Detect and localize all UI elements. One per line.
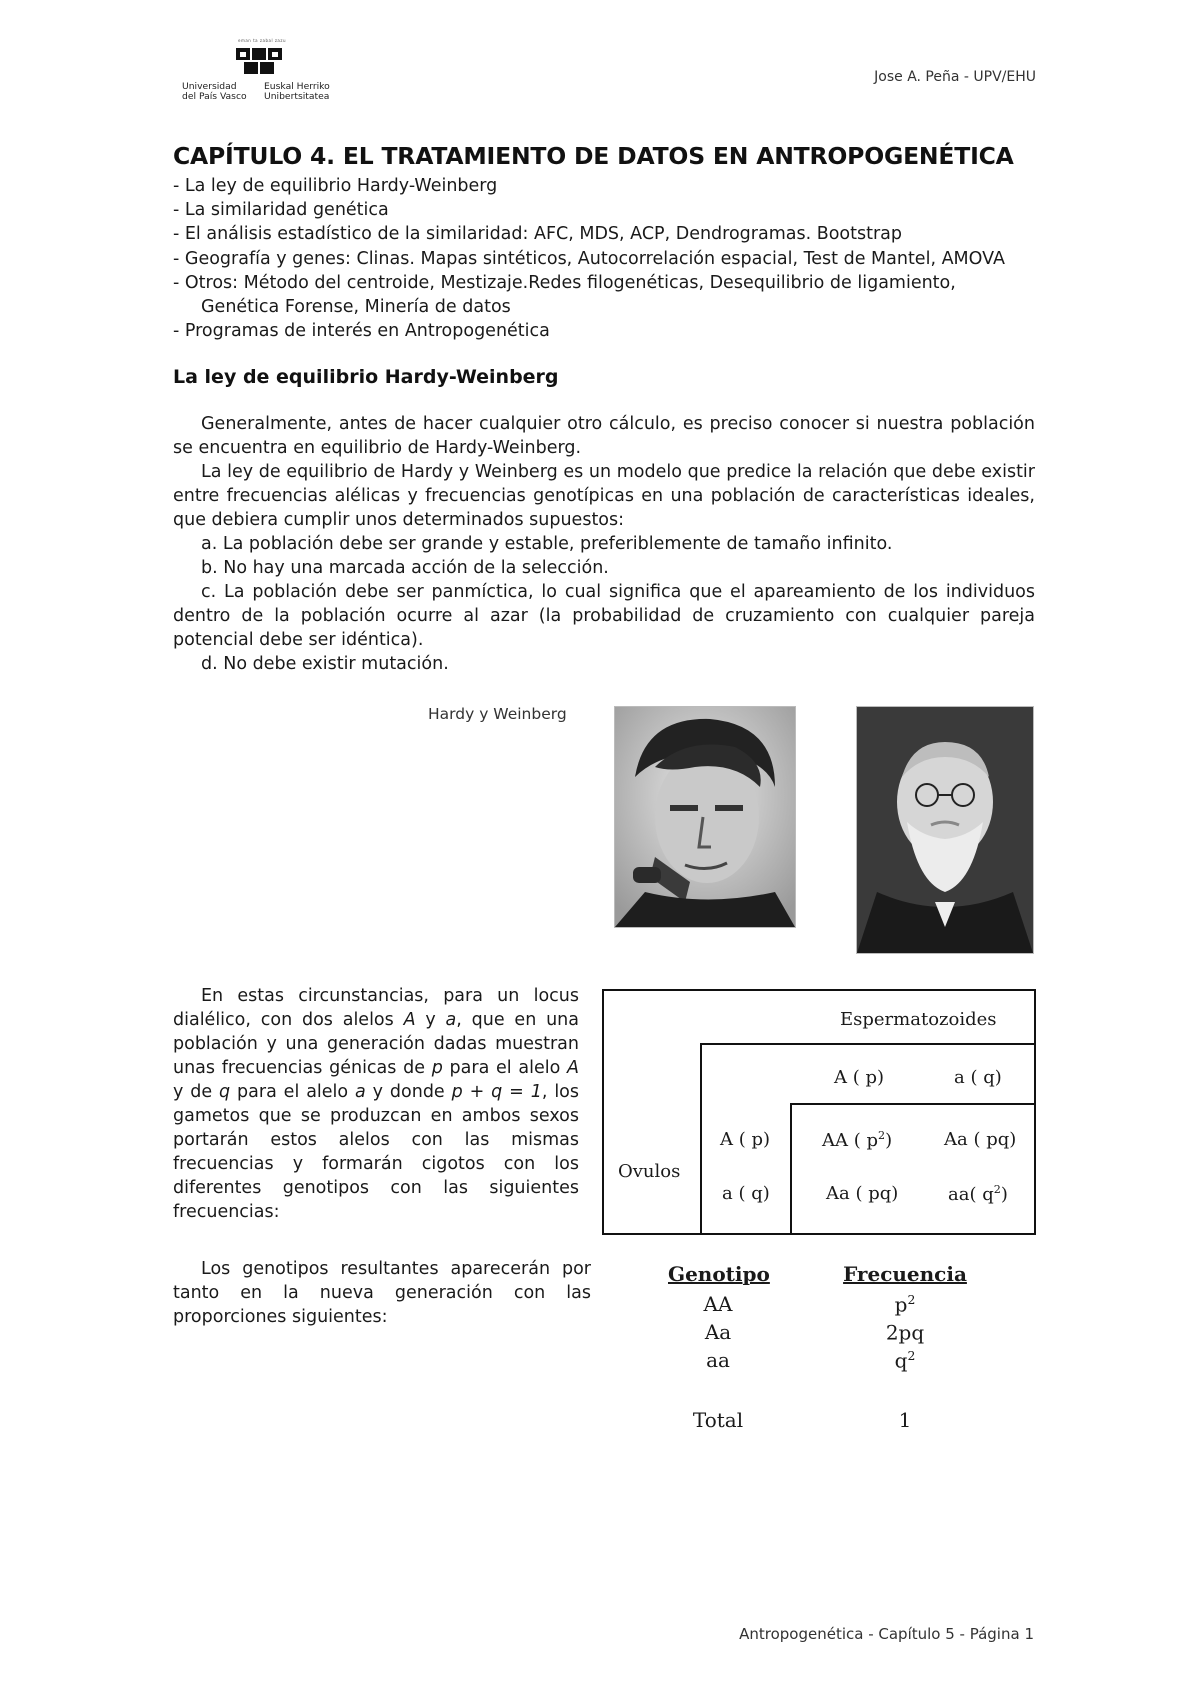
logo-tagline: eman ta zabal zazu	[238, 38, 287, 43]
genotype-cell: AA	[703, 1292, 733, 1316]
col-header-a: a ( q)	[954, 1067, 1002, 1088]
frequency-cell: 2pq	[885, 1320, 925, 1345]
header-espermatozoides: Espermatozoides	[840, 1009, 997, 1030]
header-genotipo: Genotipo	[668, 1262, 770, 1286]
toc-item: - Otros: Método del centroide, Mestizaje.Redes filogenéticas, Desequilibrio de ligamiento,	[173, 272, 956, 293]
photo-caption: Hardy y Weinberg	[428, 705, 567, 723]
logo-text-basque: Euskal Herriko Unibertsitatea	[264, 81, 330, 102]
section-title: La ley de equilibrio Hardy-Weinberg	[173, 366, 559, 388]
hardy-portrait	[614, 706, 796, 928]
header-ovulos: Ovulos	[618, 1161, 681, 1182]
toc-item: - El análisis estadístico de la similaridad: AFC, MDS, ACP, Dendrogramas. Bootstrap	[173, 224, 903, 245]
frequency-cell: $q^2$	[894, 1348, 916, 1373]
row-header-a: a ( q)	[722, 1183, 770, 1204]
section-body	[173, 412, 1035, 676]
toc-item: - La similaridad genética	[173, 200, 389, 221]
weinberg-portrait	[856, 706, 1034, 954]
toc-item: - Programas de interés en Antropogenética	[173, 321, 550, 342]
genotype-cell: aa	[706, 1348, 730, 1372]
assumption-c: c. La población debe ser panmíctica, lo cual significa que el apareamiento de los individuos dentro de la población ocurre al azar (la probabilidad de cruzamiento con cualquier pareja potencial debe ser idéntica).	[173, 582, 1035, 650]
assumption-b: b. No hay una marcada acción de la selección.	[201, 558, 609, 578]
paragraph-resulting-genotypes: Los genotipos resultantes aparecerán por tanto en la nueva generación con las proporciones siguientes:	[173, 1259, 591, 1327]
genotype-cell: Aa	[704, 1320, 732, 1344]
toc-item: - La ley de equilibrio Hardy-Weinberg	[173, 176, 498, 196]
chapter-contents	[173, 174, 1005, 343]
total-label: Total	[692, 1408, 744, 1432]
assumption-d: d. No debe existir mutación.	[201, 654, 449, 674]
paragraph: La ley de equilibrio de Hardy y Weinberg es un modelo que predice la relación que debe existir entre frecuencias alélicas y frecuencias genotípicas en una población de características ideales, que debiera cumplir unos determinados supuestos:	[173, 462, 1035, 530]
university-logo	[178, 38, 338, 108]
paragraph: Generalmente, antes de hacer cualquier otro cálculo, es preciso conocer si nuestra población se encuentra en equilibrio de Hardy-Weinberg.	[173, 414, 1035, 458]
total-value: 1	[898, 1408, 912, 1432]
cell-AA: AA ( $p^2$)	[822, 1129, 893, 1151]
paragraph-dialelic: En estas circunstancias, para un locus dialélico, con dos alelos A y a, que en una población y una generación dadas muestran unas frecuencias génicas de p para el alelo A y de q para el alelo a y donde p + q = 1, los gametos que se produzcan en ambos sexos portarán estos alelos con las mismas frecuencias y formarán cigotos con los diferentes genotipos con las siguientes frecuencias:	[173, 986, 580, 1222]
cell-aa: aa( $q^2$)	[948, 1183, 1008, 1205]
frequency-cell: $p^2$	[894, 1292, 916, 1317]
cell-Aa-top: Aa ( pq)	[944, 1129, 1017, 1150]
assumption-a: a. La población debe ser grande y estable, preferiblemente de tamaño infinito.	[201, 534, 893, 554]
punnett-square	[602, 989, 1036, 1235]
header-frecuencia: Frecuencia	[843, 1262, 967, 1286]
row-header-A: A ( p)	[720, 1129, 771, 1150]
toc-item-continuation: Genética Forense, Minería de datos	[201, 297, 511, 318]
logo-text-spanish: Universidad del País Vasco	[182, 81, 247, 102]
author-header: Jose A. Peña - UPV/EHU	[874, 69, 1036, 85]
chapter-title: CAPÍTULO 4. EL TRATAMIENTO DE DATOS EN ANTROPOGENÉTICA	[173, 142, 1014, 170]
toc-item: - Geografía y genes: Clinas. Mapas sintéticos, Autocorrelación espacial, Test de Mantel, AMOVA	[173, 248, 1005, 269]
col-header-A: A ( p)	[834, 1067, 885, 1088]
logo-emblem-icon	[234, 44, 286, 78]
cell-Aa-bottom: Aa ( pq)	[826, 1183, 899, 1204]
page-footer: Antropogenética - Capítulo 5 - Página 1	[739, 1625, 1034, 1643]
